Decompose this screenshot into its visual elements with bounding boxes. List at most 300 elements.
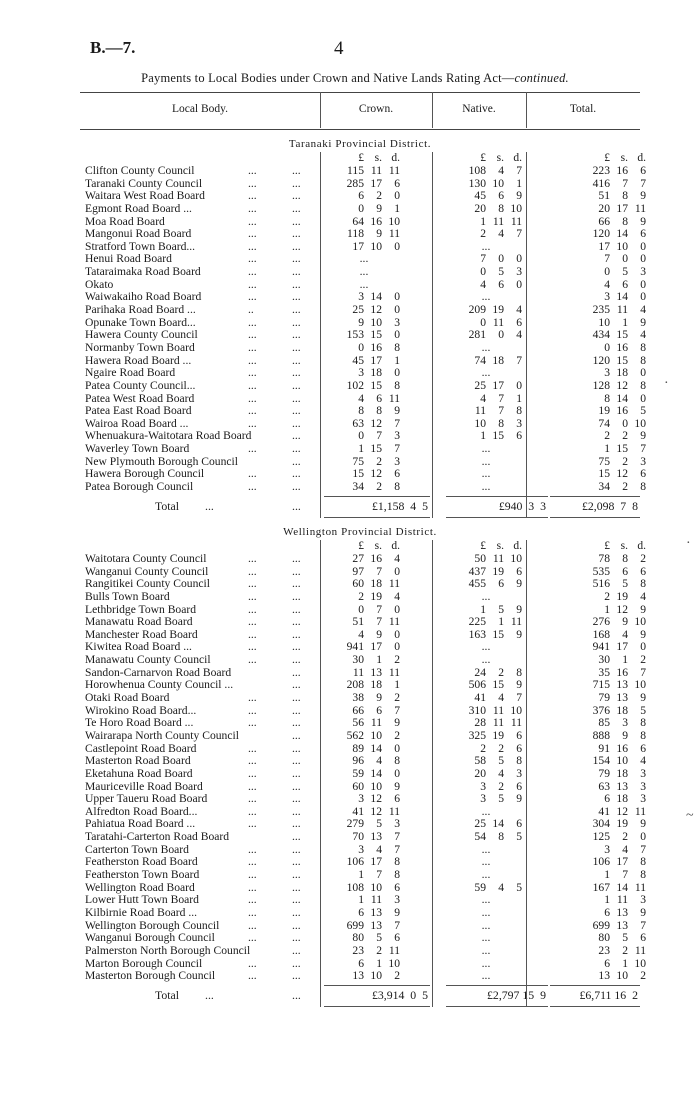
crown-amount-pounds: 279	[346, 817, 364, 831]
total-amount-pence: 4	[640, 589, 646, 603]
total-amount-pounds: 6	[604, 905, 610, 919]
money-head-l: £	[604, 152, 610, 164]
total-amount	[574, 793, 646, 806]
crown-amount-pence: 8	[394, 754, 400, 768]
crown-amount-pence: 2	[394, 653, 400, 667]
leader-dots: ...	[292, 868, 301, 882]
total-amount	[574, 367, 646, 380]
crown-amount-shillings: 6	[376, 391, 382, 405]
total-amount-pence: 3	[640, 792, 646, 806]
crown-amount-pounds: 562	[346, 728, 364, 742]
local-body-name: New Plymouth Borough Council	[85, 454, 238, 468]
margin-mark: ·	[686, 536, 691, 551]
native-amount-pence: 11	[510, 716, 522, 730]
crown-amount-pence: 2	[394, 728, 400, 742]
crown-amount	[328, 920, 400, 933]
crown-amount-pounds: 89	[352, 741, 364, 755]
leader-dots: ...	[248, 214, 257, 228]
leader-dots: ...	[248, 252, 257, 266]
total-amount	[574, 831, 646, 844]
empty-cell: ...	[481, 969, 491, 983]
native-amount-pounds: 59	[474, 880, 486, 894]
crown-amount-pounds: 106	[346, 855, 364, 869]
local-body-name: Featherston Road Board	[85, 855, 198, 869]
total-amount-pounds: 167	[592, 880, 610, 894]
crown-amount-pounds: 108	[346, 880, 364, 894]
total-amount	[574, 418, 646, 431]
total-amount-shillings: 17	[616, 855, 628, 869]
local-body-name: Clifton County Council	[85, 164, 195, 177]
native-amount-pence: 6	[516, 315, 522, 329]
native-amount-pence: 9	[516, 189, 522, 203]
crown-amount-pounds: 2	[358, 589, 364, 603]
native-amount-pounds: 310	[468, 703, 486, 717]
money-head-d: d.	[391, 540, 400, 552]
money-head-l: £	[358, 540, 364, 552]
empty-cell: ...	[481, 868, 491, 882]
leader-dots: ...	[248, 602, 257, 616]
total-amount	[574, 920, 646, 933]
total-amount-shillings: 10	[616, 969, 628, 983]
native-amount-pence: 6	[516, 728, 522, 742]
native-amount-shillings: 0	[498, 252, 504, 266]
total-amount-shillings: 2	[622, 429, 628, 443]
total-amount-pence: 4	[640, 303, 646, 317]
crown-amount-pence: 1	[394, 353, 400, 367]
total-amount-shillings: 10	[616, 239, 628, 253]
crown-amount-pounds: 4	[358, 627, 364, 641]
local-body-name: Ngaire Road Board	[85, 366, 176, 380]
total-amount-pence: 0	[640, 391, 646, 405]
total-amount-pounds: 66	[598, 214, 610, 228]
total-amount-shillings: 15	[616, 442, 628, 456]
crown-amount-pence: 10	[388, 956, 400, 970]
native-amount-pence: 3	[516, 265, 522, 279]
leader-dots: ...	[292, 214, 301, 228]
leader-dots: ...	[292, 442, 301, 456]
native-amount	[450, 768, 522, 781]
leader-dots: ...	[248, 416, 257, 430]
total-amount-shillings: 16	[616, 404, 628, 418]
crown-amount	[328, 654, 400, 667]
native-amount	[450, 553, 522, 566]
leader-dots: ...	[248, 716, 257, 730]
leader-dots: ...	[248, 779, 257, 793]
native-amount-shillings: 15	[492, 678, 504, 692]
local-body-name: Rangitikei County Council	[85, 577, 210, 591]
crown-amount-pence: 6	[394, 880, 400, 894]
total-amount-pounds: 3	[604, 290, 610, 304]
leader-dots: ...	[292, 189, 301, 203]
crown-amount-shillings: 12	[370, 792, 382, 806]
crown-amount-pounds: 59	[352, 766, 364, 780]
total-amount-shillings: 18	[616, 792, 628, 806]
total-amount-pence: 9	[640, 691, 646, 705]
crown-amount-pence: 2	[394, 691, 400, 705]
total-amount-pounds: 78	[598, 552, 610, 565]
native-amount-pence: 0	[516, 252, 522, 266]
leader-dots: ...	[248, 328, 257, 342]
native-amount	[450, 253, 522, 266]
total-amount-pounds: 23	[598, 943, 610, 957]
empty-cell: ...	[481, 480, 491, 494]
total-amount-pence: 8	[640, 728, 646, 742]
crown-amount-shillings: 15	[370, 328, 382, 342]
leader-dots: ...	[248, 653, 257, 667]
total-amount-shillings: 12	[616, 467, 628, 481]
native-amount	[450, 869, 522, 882]
total-amount-shillings: 9	[622, 615, 628, 629]
total-amount-pounds: 79	[598, 766, 610, 780]
local-body-name: Patea Borough Council	[85, 480, 194, 494]
local-body-name: Normanby Town Board	[85, 340, 195, 354]
table-row	[80, 653, 646, 667]
total-amount	[574, 641, 646, 654]
crown-amount-pence: 0	[394, 602, 400, 616]
crown-amount-shillings: 16	[370, 340, 382, 354]
crown-amount-shillings: 18	[370, 366, 382, 380]
native-amount-pence: 3	[516, 416, 522, 430]
total-label: Total	[155, 498, 180, 513]
total-amount-pence: 6	[640, 564, 646, 578]
crown-amount	[328, 329, 400, 342]
native-amount-pounds: 1	[480, 214, 486, 228]
leader-dots: ...	[292, 454, 301, 468]
local-body-name: Waverley Town Board	[85, 442, 190, 456]
crown-amount-pounds: 96	[352, 754, 364, 768]
native-amount-pounds: 41	[474, 691, 486, 705]
total-amount	[574, 856, 646, 869]
local-body-name: Alfredton Road Board...	[85, 804, 198, 818]
leader-dots: ...	[248, 804, 257, 818]
total-amount-pounds: 434	[592, 328, 610, 342]
crown-amount-pounds: 3	[358, 366, 364, 380]
total-amount-pounds: 35	[598, 665, 610, 679]
leader-dots: ...	[248, 239, 257, 253]
crown-amount-shillings: 17	[370, 855, 382, 869]
crown-amount-pounds: 0	[358, 201, 364, 215]
leader-dots: ...	[292, 678, 301, 692]
native-amount-shillings: 18	[492, 353, 504, 367]
total-amount-shillings: 19	[616, 817, 628, 831]
native-amount	[450, 405, 522, 418]
table-row	[80, 378, 646, 393]
crown-amount-shillings: 1	[376, 956, 382, 970]
native-amount-pounds: 0	[480, 315, 486, 329]
total-amount-pounds: 91	[598, 741, 610, 755]
money-head	[328, 152, 400, 164]
leader-dots: ...	[248, 378, 257, 392]
total-amount-shillings: 13	[616, 918, 628, 932]
leader-dots: ...	[248, 905, 257, 919]
leader-dots: ...	[248, 340, 257, 354]
crown-amount-shillings: 1	[376, 653, 382, 667]
total-amount-pounds: 34	[598, 480, 610, 494]
leader-dots: ...	[248, 467, 257, 481]
crown-amount-shillings: 13	[370, 665, 382, 679]
crown-amount-pence: 2	[394, 969, 400, 983]
crown-amount-pounds: 64	[352, 214, 364, 228]
crown-amount	[328, 481, 400, 494]
crown-amount-pence: 3	[394, 817, 400, 831]
local-body-name: Hawera Borough Council	[85, 467, 205, 481]
total-amount-shillings: 4	[622, 842, 628, 856]
table-row	[80, 792, 646, 806]
money-head	[450, 152, 522, 164]
money-head	[574, 540, 646, 552]
native-amount	[450, 291, 522, 304]
native-amount-shillings: 5	[498, 602, 504, 616]
crown-amount-pence: 11	[388, 615, 400, 629]
native-amount-pence: 7	[516, 164, 522, 177]
total-amount-pounds: 0	[604, 340, 610, 354]
total-amount-pounds: 128	[592, 378, 610, 392]
table-row	[80, 164, 646, 178]
total-amount-pounds: 3	[604, 366, 610, 380]
crown-amount	[328, 856, 400, 869]
native-amount-pounds: 11	[474, 404, 486, 418]
leader-dots: ...	[292, 480, 301, 494]
total-amount-pounds: 6	[604, 956, 610, 970]
table-row	[80, 728, 646, 743]
total-amount-pounds: 699	[592, 918, 610, 932]
total-amount-shillings: 16	[616, 741, 628, 755]
total-amount-shillings: 3	[622, 716, 628, 730]
total-amount-pounds: 1	[604, 602, 610, 616]
total-amount-pounds: 941	[592, 640, 610, 654]
total-amount-pounds: 4	[604, 277, 610, 291]
leader-dots: ...	[292, 918, 301, 932]
margin-mark: ~	[686, 808, 694, 823]
local-body-name: Wanganui Borough Council	[85, 931, 215, 945]
total-amount-shillings: 12	[616, 602, 628, 616]
leader-dots: ...	[292, 905, 301, 919]
table-row	[80, 366, 646, 380]
native-amount	[450, 717, 522, 730]
leader-dots: ...	[292, 855, 301, 869]
table-row	[80, 303, 646, 317]
page-header	[90, 38, 640, 62]
crown-amount-shillings: 10	[370, 239, 382, 253]
crown-amount-pence: 8	[394, 855, 400, 869]
total-amount	[574, 743, 646, 756]
total-amount	[574, 781, 646, 794]
leader-dots: ...	[248, 817, 257, 831]
empty-cell: ...	[481, 442, 491, 456]
native-amount	[450, 566, 522, 579]
total-amount-shillings: 17	[616, 640, 628, 654]
total-amount-pounds: 535	[592, 564, 610, 578]
total-amount-shillings: 8	[622, 189, 628, 203]
empty-cell: ...	[481, 804, 491, 818]
crown-amount	[328, 818, 400, 831]
total-amount-pounds: 51	[598, 189, 610, 203]
table-row	[80, 265, 646, 279]
total-amount-pence: 9	[640, 817, 646, 831]
total-amount-pence: 10	[634, 615, 646, 629]
local-body-name: Whenuakura-Waitotara Road Board	[85, 429, 252, 443]
native-amount	[450, 203, 522, 216]
empty-cell: ...	[481, 653, 491, 667]
total-amount-pence: 7	[640, 665, 646, 679]
total-amount	[574, 705, 646, 718]
crown-amount	[328, 591, 400, 604]
crown-amount-pence: 8	[394, 480, 400, 494]
local-body-name: Wairoa Road Board ...	[85, 416, 189, 430]
crown-amount-pounds: 3	[358, 842, 364, 856]
crown-amount	[328, 190, 400, 203]
leader-dots: ...	[292, 931, 301, 945]
crown-amount-pence: 10	[388, 214, 400, 228]
crown-amount	[328, 355, 400, 368]
crown-amount-pounds: 38	[352, 691, 364, 705]
native-amount-shillings: 7	[498, 404, 504, 418]
crown-amount-shillings: 13	[370, 918, 382, 932]
total-amount-pounds: 8	[604, 391, 610, 405]
crown-amount	[328, 743, 400, 756]
native-amount-pence: 10	[510, 201, 522, 215]
local-body-name: Hawera Road Board ...	[85, 353, 192, 367]
total-amount-shillings: 8	[622, 214, 628, 228]
leader-dots: ...	[292, 615, 301, 629]
total-amount	[574, 342, 646, 355]
total-amount	[574, 591, 646, 604]
local-body-name: Waitara West Road Board	[85, 189, 205, 203]
leader-dots: ...	[292, 378, 301, 392]
leader-dots: ...	[292, 227, 301, 241]
crown-amount-shillings: 14	[370, 766, 382, 780]
total-amount-pounds: 1	[604, 893, 610, 907]
leader-dots: ...	[248, 691, 257, 705]
total-amount-pence: 9	[640, 189, 646, 203]
total-amount	[574, 717, 646, 730]
local-body-name: Palmerston North Borough Council	[85, 943, 251, 957]
total-amount-shillings: 12	[616, 378, 628, 392]
crown-amount-shillings: 9	[376, 201, 382, 215]
total-amount-pence: 6	[640, 741, 646, 755]
native-amount-pounds: 54	[474, 830, 486, 844]
empty-cell: ...	[481, 239, 491, 253]
leader-dots: ...	[248, 277, 257, 291]
total-amount-pounds: 10	[598, 315, 610, 329]
native-amount-shillings: 5	[498, 792, 504, 806]
crown-amount-pence: 11	[388, 804, 400, 818]
total-amount	[574, 291, 646, 304]
total-amount-pence: 2	[640, 653, 646, 667]
local-body-name: Manchester Road Board	[85, 627, 198, 641]
native-amount-shillings: 11	[492, 315, 504, 329]
crown-amount-pence: 7	[394, 842, 400, 856]
crown-amount-pounds: 11	[352, 665, 364, 679]
native-amount-shillings: 1	[498, 615, 504, 629]
page-number: 4	[334, 38, 344, 59]
table-header	[80, 92, 640, 130]
native-amount-pence: 6	[516, 564, 522, 578]
native-amount	[450, 367, 522, 380]
local-body-name: Henui Road Board	[85, 252, 172, 266]
native-amount	[450, 818, 522, 831]
total-amount-pounds: 80	[598, 931, 610, 945]
leader-dots: ...	[248, 627, 257, 641]
crown-amount-pence: 11	[388, 577, 400, 591]
money-head-l: £	[480, 152, 486, 164]
native-amount	[450, 228, 522, 241]
crown-amount	[328, 291, 400, 304]
total-amount-pounds: 17	[598, 239, 610, 253]
native-amount-shillings: 14	[492, 817, 504, 831]
crown-amount-pounds: 0	[358, 602, 364, 616]
total-amount-pence: 10	[634, 956, 646, 970]
total-amount	[574, 304, 646, 317]
total-amount-pence: 9	[640, 602, 646, 616]
crown-amount	[328, 616, 400, 629]
leader-dots: ...	[248, 792, 257, 806]
leader-dots: ...	[292, 552, 301, 565]
crown-amount-pence: 6	[394, 931, 400, 945]
total-amount-pounds: 106	[592, 855, 610, 869]
native-amount-shillings: 4	[498, 766, 504, 780]
crown-amount-shillings: 16	[370, 552, 382, 565]
native-amount-shillings: 15	[492, 429, 504, 443]
local-body-name: Manawatu County Council	[85, 653, 211, 667]
local-body-name: Lethbridge Town Board	[85, 602, 197, 616]
crown-amount-pence: 1	[394, 201, 400, 215]
crown-amount-shillings: 7	[376, 868, 382, 882]
native-amount-pence: 1	[516, 176, 522, 190]
local-body-name: Kiwitea Road Board ...	[85, 640, 192, 654]
total-amount-shillings: 18	[616, 366, 628, 380]
money-head-l: £	[604, 540, 610, 552]
native-amount	[450, 806, 522, 819]
leader-dots: ...	[248, 855, 257, 869]
leader-dots: ...	[248, 868, 257, 882]
total-amount-shillings: 11	[616, 303, 628, 317]
native-amount-shillings: 5	[498, 754, 504, 768]
crown-amount	[328, 781, 400, 794]
total-amount	[574, 430, 646, 443]
crown-amount-pounds: 66	[352, 703, 364, 717]
leader-dots: ...	[292, 792, 301, 806]
crown-amount-pence: 6	[394, 792, 400, 806]
native-amount-shillings: 6	[498, 277, 504, 291]
native-amount-pence: 9	[516, 577, 522, 591]
local-body-name: Opunake Town Board...	[85, 315, 196, 329]
native-amount	[450, 380, 522, 393]
total-amount-pounds: 41	[598, 804, 610, 818]
crown-amount-pounds: 115	[347, 164, 364, 177]
local-body-name: Patea East Road Board	[85, 404, 192, 418]
local-body-name: Lower Hutt Town Board	[85, 893, 199, 907]
crown-amount	[328, 578, 400, 591]
total-amount-pence: 3	[640, 779, 646, 793]
total-amount-pounds: 6	[604, 792, 610, 806]
empty-cell: ...	[481, 956, 491, 970]
leader-dots: ...	[248, 176, 257, 190]
total-amount-pence: 4	[640, 754, 646, 768]
leader-dots: ...	[292, 880, 301, 894]
native-amount-shillings: 4	[498, 164, 504, 177]
local-body-name: Waitotara County Council	[85, 552, 207, 565]
native-amount-pence: 7	[516, 353, 522, 367]
crown-amount-pounds: 56	[352, 716, 364, 730]
total-amount-pence: 4	[640, 328, 646, 342]
crown-amount-pounds: 8	[358, 404, 364, 418]
table-row	[80, 615, 646, 629]
native-amount-pounds: 4	[480, 391, 486, 405]
leader-dots: ...	[292, 943, 301, 957]
total-amount-shillings: 2	[622, 480, 628, 494]
native-amount-pounds: 130	[468, 176, 486, 190]
